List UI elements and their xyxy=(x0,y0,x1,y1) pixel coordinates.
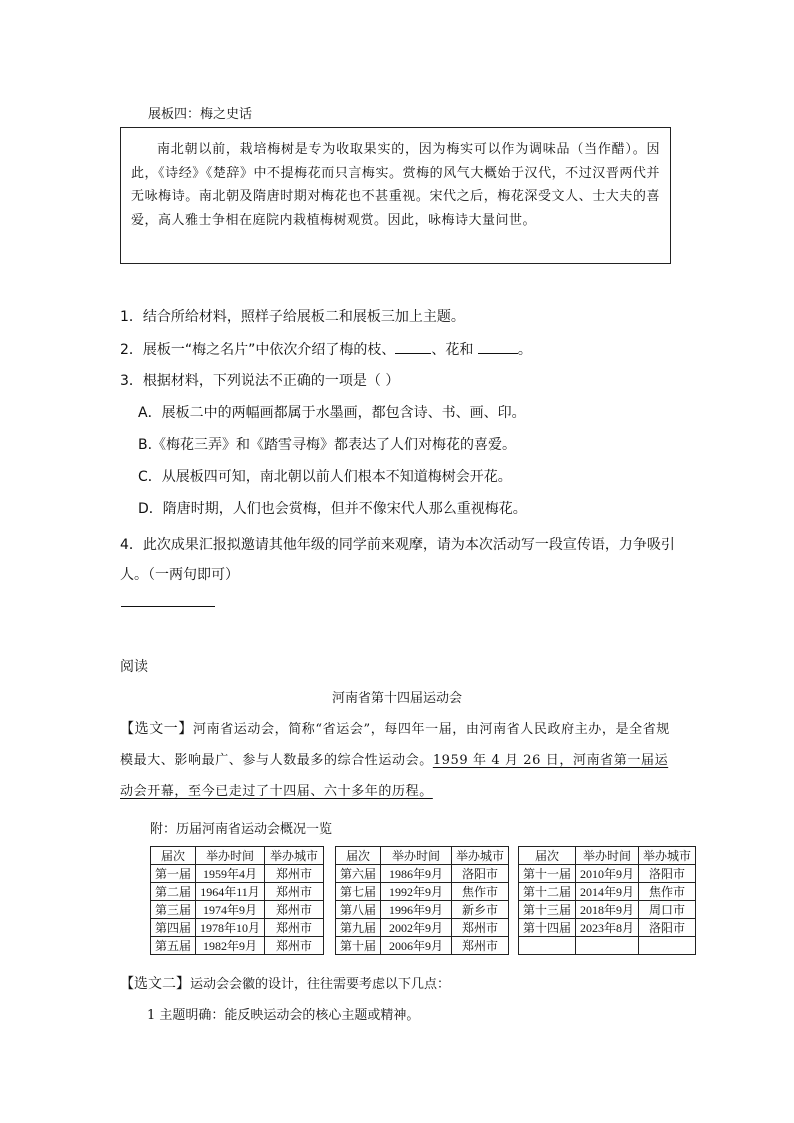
table-header-row xyxy=(336,847,509,865)
table-cell: 第五届 xyxy=(151,937,196,955)
table-header-row xyxy=(151,847,324,865)
answer-blank-1[interactable] xyxy=(395,341,431,354)
table-cell: 第八届 xyxy=(336,901,381,919)
table-cell: 1992年9月 xyxy=(381,883,452,901)
table-cell: 2006年9月 xyxy=(381,937,452,955)
table-cell xyxy=(519,937,576,955)
table-cell: 第二届 xyxy=(151,883,196,901)
table-cell: 2010年9月 xyxy=(576,865,639,883)
table-cell: 郑州市 xyxy=(265,901,324,919)
table-cell: 焦作市 xyxy=(639,883,696,901)
panel4-box xyxy=(120,127,671,264)
answer-blank-2[interactable] xyxy=(478,341,518,354)
table-cell: 2014年9月 xyxy=(576,883,639,901)
question-4: 4．此次成果汇报拟邀请其他年级的同学前来观摩，请为本次活动写一段宣传语，力争吸引人。（一两句即可） xyxy=(120,537,675,583)
selection-1-underlined: 1959 年 4 月 26 日，河南省第一届运动会开幕，至今已走过了十四届、六十多年的历程。 xyxy=(120,753,669,799)
table-header-cell: 届次 xyxy=(519,847,576,865)
table-cell: 2018年9月 xyxy=(576,901,639,919)
table-cell: 郑州市 xyxy=(452,919,509,937)
table-row xyxy=(151,883,324,901)
table-cell: 1959年4月 xyxy=(196,865,265,883)
table-cell: 第三届 xyxy=(151,901,196,919)
option-c: C．从展板四可知，南北朝以前人们根本不知道梅树会开花。 xyxy=(138,469,512,485)
table-cell: 第一届 xyxy=(151,865,196,883)
selection-1 xyxy=(120,714,680,807)
table-row xyxy=(519,883,696,901)
selection-1-text: 河南省运动会，简称“省运会”，每四年一届，由河南省人民政府主办，是全省规模最大、影响最广、参与人数最多的综合性运动会。 xyxy=(120,722,670,768)
table-header-cell: 举办城市 xyxy=(452,847,509,865)
table-header-cell: 举办时间 xyxy=(576,847,639,865)
table-row xyxy=(336,865,509,883)
table-cell: 1996年9月 xyxy=(381,901,452,919)
table-cell xyxy=(639,937,696,955)
table-cell xyxy=(576,937,639,955)
table-cell: 郑州市 xyxy=(265,919,324,937)
point-1: 1 主题明确：能反映运动会的核心主题或精神。 xyxy=(147,1008,420,1023)
table-header-row xyxy=(519,847,696,865)
panel4-text: 南北朝以前，栽培梅树是专为收取果实的，因为梅实可以作为调味品（当作醋）。因此，《诗经》《楚辞》中不提梅花而只言梅实。赏梅的风气大概始于汉代，不过汉晋两代并无咏梅诗。南北朝及隋唐时期对梅花也不甚重视。宋代之后，梅花深受文人、士大夫的喜爱，高人雅士争相在庭院内栽植梅树观赏。因此，咏梅诗大量问世。 xyxy=(131,142,660,228)
selection-1-label: 【选文一】 xyxy=(120,721,193,737)
games-table-1 xyxy=(150,846,324,955)
table-header-cell: 举办时间 xyxy=(196,847,265,865)
table-cell: 1986年9月 xyxy=(381,865,452,883)
table-cell: 2002年9月 xyxy=(381,919,452,937)
table-row xyxy=(151,901,324,919)
panel4-label: 展板四：梅之史话 xyxy=(148,107,253,122)
table-cell: 第十四届 xyxy=(519,919,576,937)
table-header-cell: 届次 xyxy=(336,847,381,865)
table-header-cell: 举办城市 xyxy=(265,847,324,865)
table-row xyxy=(151,919,324,937)
table-header-cell: 举办时间 xyxy=(381,847,452,865)
table-cell: 洛阳市 xyxy=(639,919,696,937)
option-d: D．隋唐时期，人们也会赏梅，但并不像宋代人那么重视梅花。 xyxy=(138,501,527,517)
table-cell: 第六届 xyxy=(336,865,381,883)
question-1: 1．结合所给材料，照样子给展板二和展板三加上主题。 xyxy=(120,309,465,325)
games-table-3 xyxy=(518,846,696,955)
table-cell: 2023年8月 xyxy=(576,919,639,937)
table-row xyxy=(519,865,696,883)
article-title: 河南省第十四届运动会 xyxy=(331,691,462,706)
question-2 xyxy=(120,339,532,359)
table-row xyxy=(519,937,696,955)
table-cell: 周口市 xyxy=(639,901,696,919)
table-cell: 新乡市 xyxy=(452,901,509,919)
table-row xyxy=(336,937,509,955)
option-a: A．展板二中的两幅画都属于水墨画，都包含诗、书、画、印。 xyxy=(138,405,526,421)
selection-2-label: 【选文二】 xyxy=(120,976,190,992)
table-cell: 第七届 xyxy=(336,883,381,901)
table-row xyxy=(336,883,509,901)
games-table-2 xyxy=(335,846,509,955)
table-row xyxy=(151,937,324,955)
table-row xyxy=(519,901,696,919)
table-row xyxy=(151,865,324,883)
selection-2 xyxy=(120,973,450,993)
option-b: B.《梅花三弄》和《踏雪寻梅》都表达了人们对梅花的喜爱。 xyxy=(138,437,517,453)
table-cell: 郑州市 xyxy=(265,937,324,955)
table-row xyxy=(336,901,509,919)
table-cell: 1964年11月 xyxy=(196,883,265,901)
table-cell: 郑州市 xyxy=(452,937,509,955)
table-header-cell: 届次 xyxy=(151,847,196,865)
table-cell: 郑州市 xyxy=(265,883,324,901)
table-cell: 焦作市 xyxy=(452,883,509,901)
question-2-text-c: 。 xyxy=(517,342,532,358)
table-row xyxy=(519,919,696,937)
question-3: 3．根据材料，下列说法不正确的一项是（ ） xyxy=(120,373,400,389)
table-cell: 第十三届 xyxy=(519,901,576,919)
question-2-text-b: 、花和 xyxy=(431,342,478,358)
appendix-caption: 附：历届河南省运动会概况一览 xyxy=(150,822,333,837)
table-cell: 第十届 xyxy=(336,937,381,955)
question-2-text-a: 2．展板一“梅之名片”中依次介绍了梅的枝、 xyxy=(120,342,396,358)
table-cell: 1974年9月 xyxy=(196,901,265,919)
table-cell: 洛阳市 xyxy=(452,865,509,883)
table-cell: 第十一届 xyxy=(519,865,576,883)
table-cell: 第九届 xyxy=(336,919,381,937)
table-cell: 郑州市 xyxy=(265,865,324,883)
table-cell: 1982年9月 xyxy=(196,937,265,955)
table-cell: 洛阳市 xyxy=(639,865,696,883)
table-cell: 第十二届 xyxy=(519,883,576,901)
selection-2-text: 运动会会徽的设计，往往需要考虑以下几点： xyxy=(190,977,451,992)
table-row xyxy=(336,919,509,937)
table-cell: 1978年10月 xyxy=(196,919,265,937)
table-cell: 第四届 xyxy=(151,919,196,937)
answer-line[interactable] xyxy=(121,606,215,607)
reading-heading: 阅读 xyxy=(120,659,148,675)
table-header-cell: 举办城市 xyxy=(639,847,696,865)
